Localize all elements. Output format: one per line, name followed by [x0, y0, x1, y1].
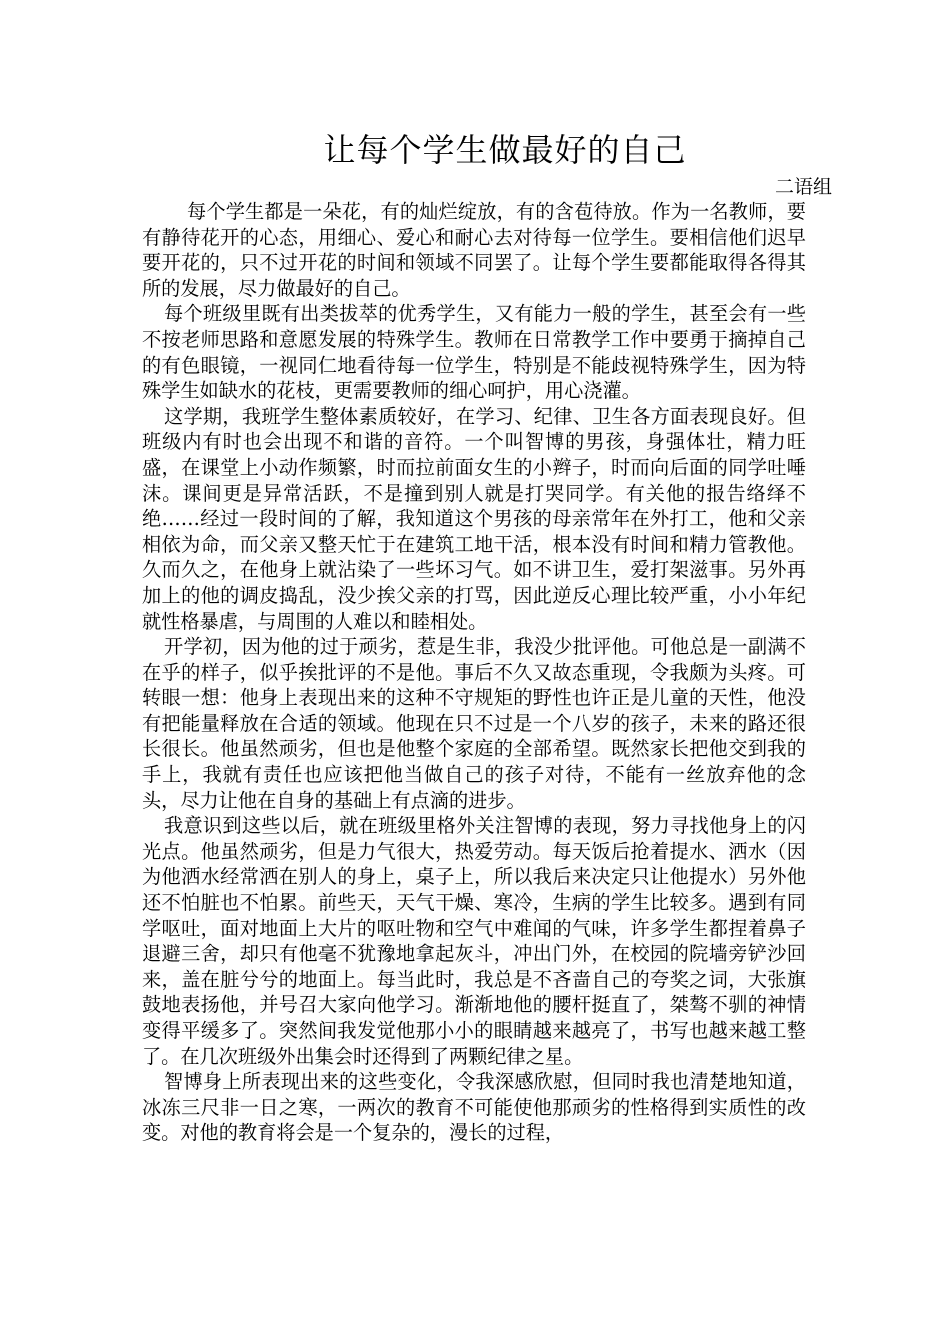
paragraph: 每个学生都是一朵花，有的灿烂绽放，有的含苞待放。作为一名教师，要有静待花开的心态，用细心、爱心和耐心去对待每一位学生。要相信他们迟早要开花的，只不过开花的时间和领域不同罢了。让每个学生要都能取得各得其所的发展，尽力做最好的自己。	[142, 200, 806, 300]
paragraph: 智博身上所表现出来的这些变化，令我深感欣慰，但同时我也清楚地知道，冰冻三尺非一日之寒，一两次的教育不可能使他那顽劣的性格得到实质性的改变。对他的教育将会是一个复杂的，漫长的过程，	[142, 1070, 806, 1145]
document-title: 让每个学生做最好的自己	[323, 131, 687, 169]
paragraph: 我意识到这些以后，就在班级里格外关注智博的表现，努力寻找他身上的闪光点。他虽然顽劣，但是力气很大，热爱劳动。每天饭后抢着提水、洒水（因为他洒水经常洒在别人的身上，桌子上，所以我后来决定只让他提水）另外他还不怕脏也不怕累。前些天，天气干燥、寒冷，生病的学生比较多。遇到有同学呕吐，面对地面上大片的呕吐物和空气中难闻的气味，许多学生都捏着鼻子退避三舍，却只有他毫不犹豫地拿起灰斗，冲出门外，在校园的院墙旁铲沙回来，盖在脏兮兮的地面上。每当此时，我总是不吝啬自己的夸奖之词，大张旗鼓地表扬他，并号召大家向他学习。渐渐地他的腰杆挺直了，桀骜不驯的神情变得平缓多了。突然间我发觉他那小小的眼睛越来越亮了，书写也越来越工整了。在几次班级外出集会时还得到了两颗纪律之星。	[142, 814, 806, 1068]
document-body	[142, 199, 806, 1146]
paragraph: 每个班级里既有出类拔萃的优秀学生，又有能力一般的学生，甚至会有一些不按老师思路和意愿发展的特殊学生。教师在日常教学工作中要勇于摘掉自己的有色眼镜，一视同仁地看待每一位学生，特别是不能歧视特殊学生，因为特殊学生如缺水的花枝，更需要教师的细心呵护，用心浇灌。	[142, 302, 806, 403]
paragraph: 这学期，我班学生整体素质较好，在学习、纪律、卫生各方面表现良好。但班级内有时也会出现不和谐的音符。一个叫智博的男孩，身强体壮，精力旺盛，在课堂上小动作频繁，时而拉前面女生的小辫子，时而向后面的同学吐唾沫。课间更是异常活跃，不是撞到别人就是打哭同学。有关他的报告络绎不绝……经过一段时间的了解，我知道这个男孩的母亲常年在外打工，他和父亲相依为命，而父亲又整天忙于在建筑工地干活，根本没有时间和精力管教他。久而久之，在他身上就沾染了一些坏习气。如不讲卫生，爱打架滋事。另外再加上的他的调皮捣乱，没少挨父亲的打骂，因此逆反心理比较严重，小小年纪就性格暴虐，与周围的人难以和睦相处。	[142, 404, 806, 633]
author-line: 二语组	[774, 176, 832, 198]
paragraph: 开学初，因为他的过于顽劣，惹是生非，我没少批评他。可他总是一副满不在乎的样子，似乎挨批评的不是他。事后不久又故态重现，令我颇为头疼。可转眼一想：他身上表现出来的这种不守规矩的野性也许正是儿童的天性，他没有把能量释放在合适的领域。他现在只不过是一个八岁的孩子，未来的路还很长很长。他虽然顽劣，但也是他整个家庭的全部希望。既然家长把他交到我的手上，我就有责任也应该把他当做自己的孩子对待，不能有一丝放弃他的念头，尽力让他在自身的基础上有点滴的进步。	[142, 635, 806, 812]
